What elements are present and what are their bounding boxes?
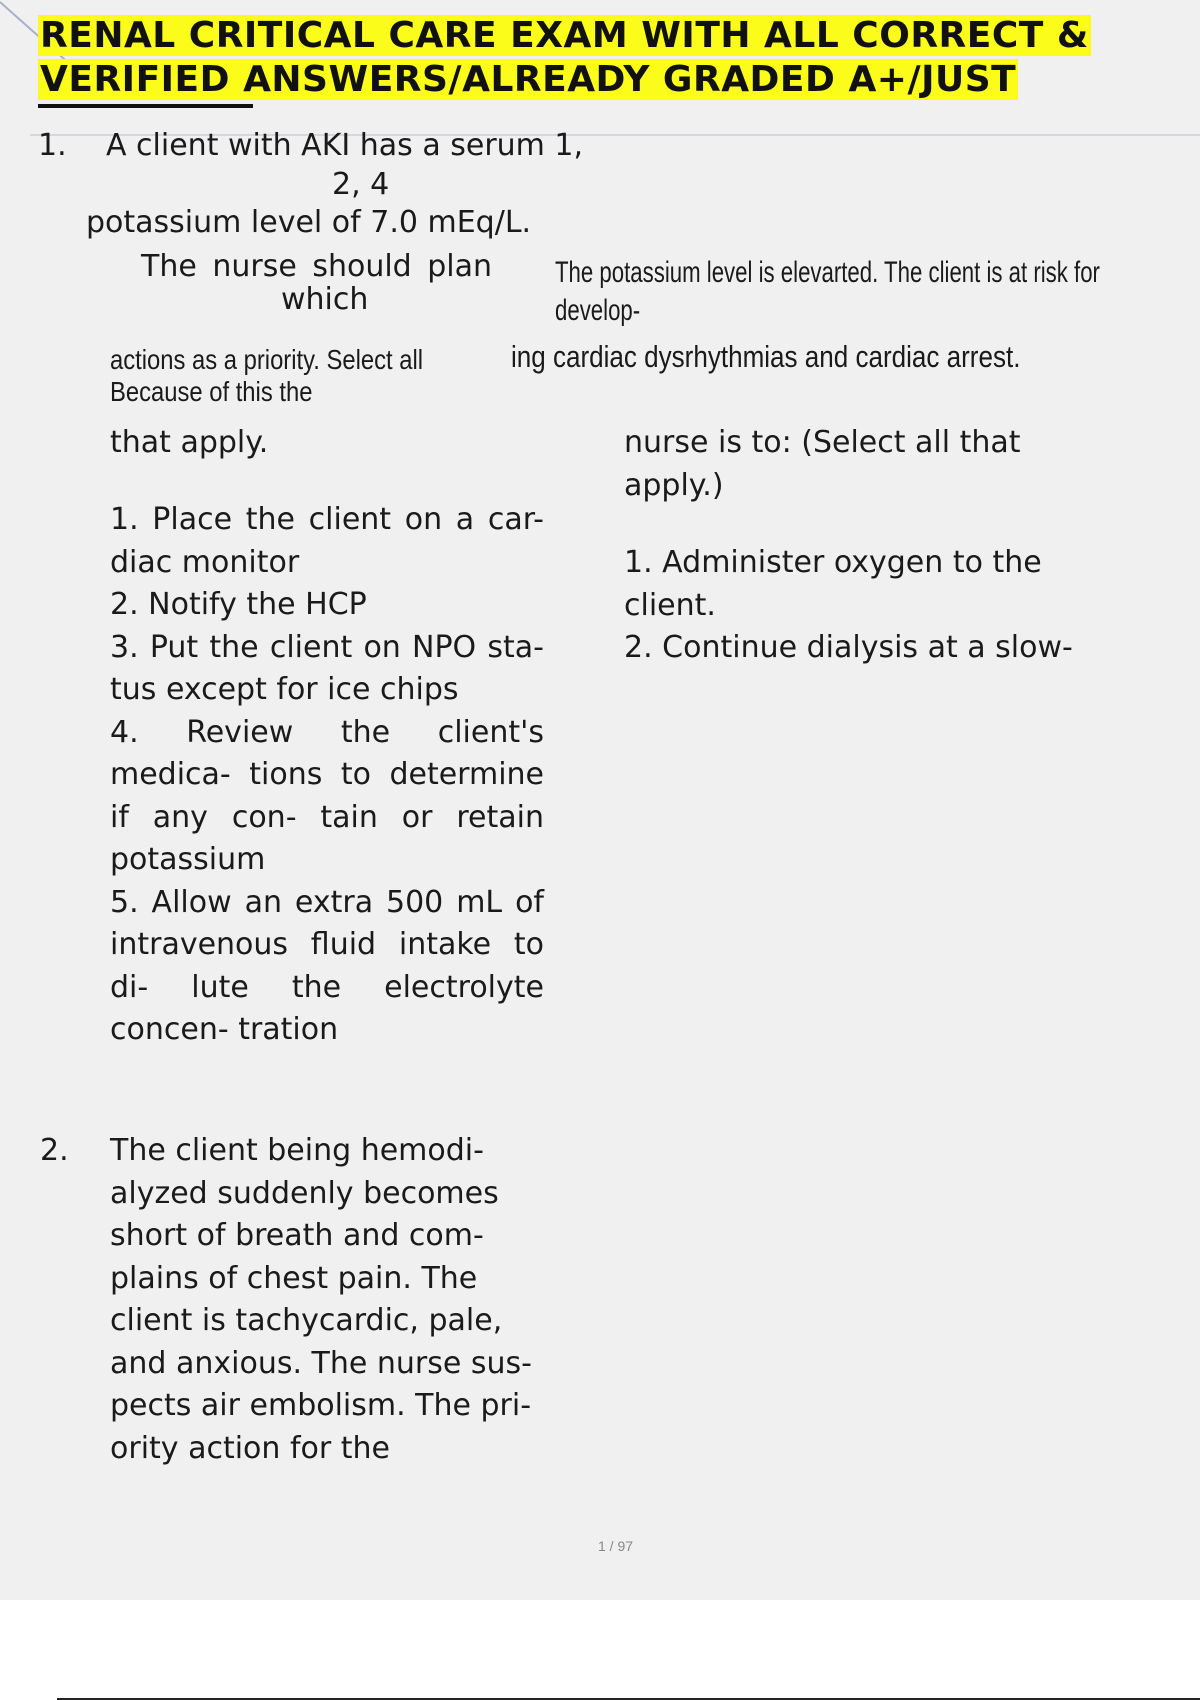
question-2-number: 2. — [40, 1133, 69, 1168]
question-1-line-6: actions as a priority. Select all — [110, 344, 424, 375]
question-1-line-5: which — [281, 282, 369, 317]
right-option-2: 2. Continue dialysis at a slow- — [624, 630, 1073, 665]
document-title — [38, 14, 1091, 102]
rationale-line-2: develop- — [555, 294, 641, 327]
question-1-line-3: potassium level of 7.0 mEq/L. — [86, 205, 532, 240]
right-option-1: 1. Administer oxygen to the client. — [624, 545, 1042, 623]
question-1-options — [110, 499, 544, 1052]
title-line-1: RENAL CRITICAL CARE EXAM WITH ALL CORRECT & — [40, 15, 1089, 56]
question-1-line-1: A client with AKI has a serum 1, — [106, 128, 584, 163]
question-1-option-2: 2. Notify the HCP — [110, 587, 367, 622]
question-1-option-1: 1. Place the client on a car- diac monitor — [110, 502, 544, 580]
rationale-line-1: The potassium level is elevarted. The client is at risk for — [555, 256, 1100, 289]
right-column-options — [624, 542, 1114, 670]
question-1-line-4: The nurse should plan — [141, 249, 493, 284]
page-number: 1 / 97 — [598, 1538, 634, 1554]
question-1-option-3: 3. Put the client on NPO sta- tus except for ice chips — [110, 629, 544, 707]
question-2-text: The client being hemodi- alyzed suddenly becomes short of breath and com- plains of chest pain. The client is tachycardic, pale, and anxious. The nurse sus- pects air embolism. The pri- ority action for the — [110, 1133, 532, 1466]
rationale-line-3: ing cardiac dysrhythmias and cardiac arrest. — [511, 339, 1021, 374]
question-1-option-4: 4. Review the client's medica- tions to determine if any con- tain or retain potassium — [110, 714, 544, 877]
title-line-2: VERIFIED ANSWERS/ALREADY GRADED A+/JUST — [40, 59, 1017, 100]
question-1-line-7: Because of this the — [110, 376, 313, 407]
question-1-number: 1. — [38, 128, 67, 163]
title-clipped-line — [38, 100, 253, 110]
question-1-line-8: that apply. — [110, 425, 269, 460]
question-1-option-5: 5. Allow an extra 500 mL of intravenous fluid intake to di- lute the electrolyte concen- tration — [110, 884, 544, 1047]
question-1-line-2: 2, 4 — [332, 167, 390, 202]
right-column-question: nurse is to: (Select all that apply.) — [624, 425, 1021, 503]
